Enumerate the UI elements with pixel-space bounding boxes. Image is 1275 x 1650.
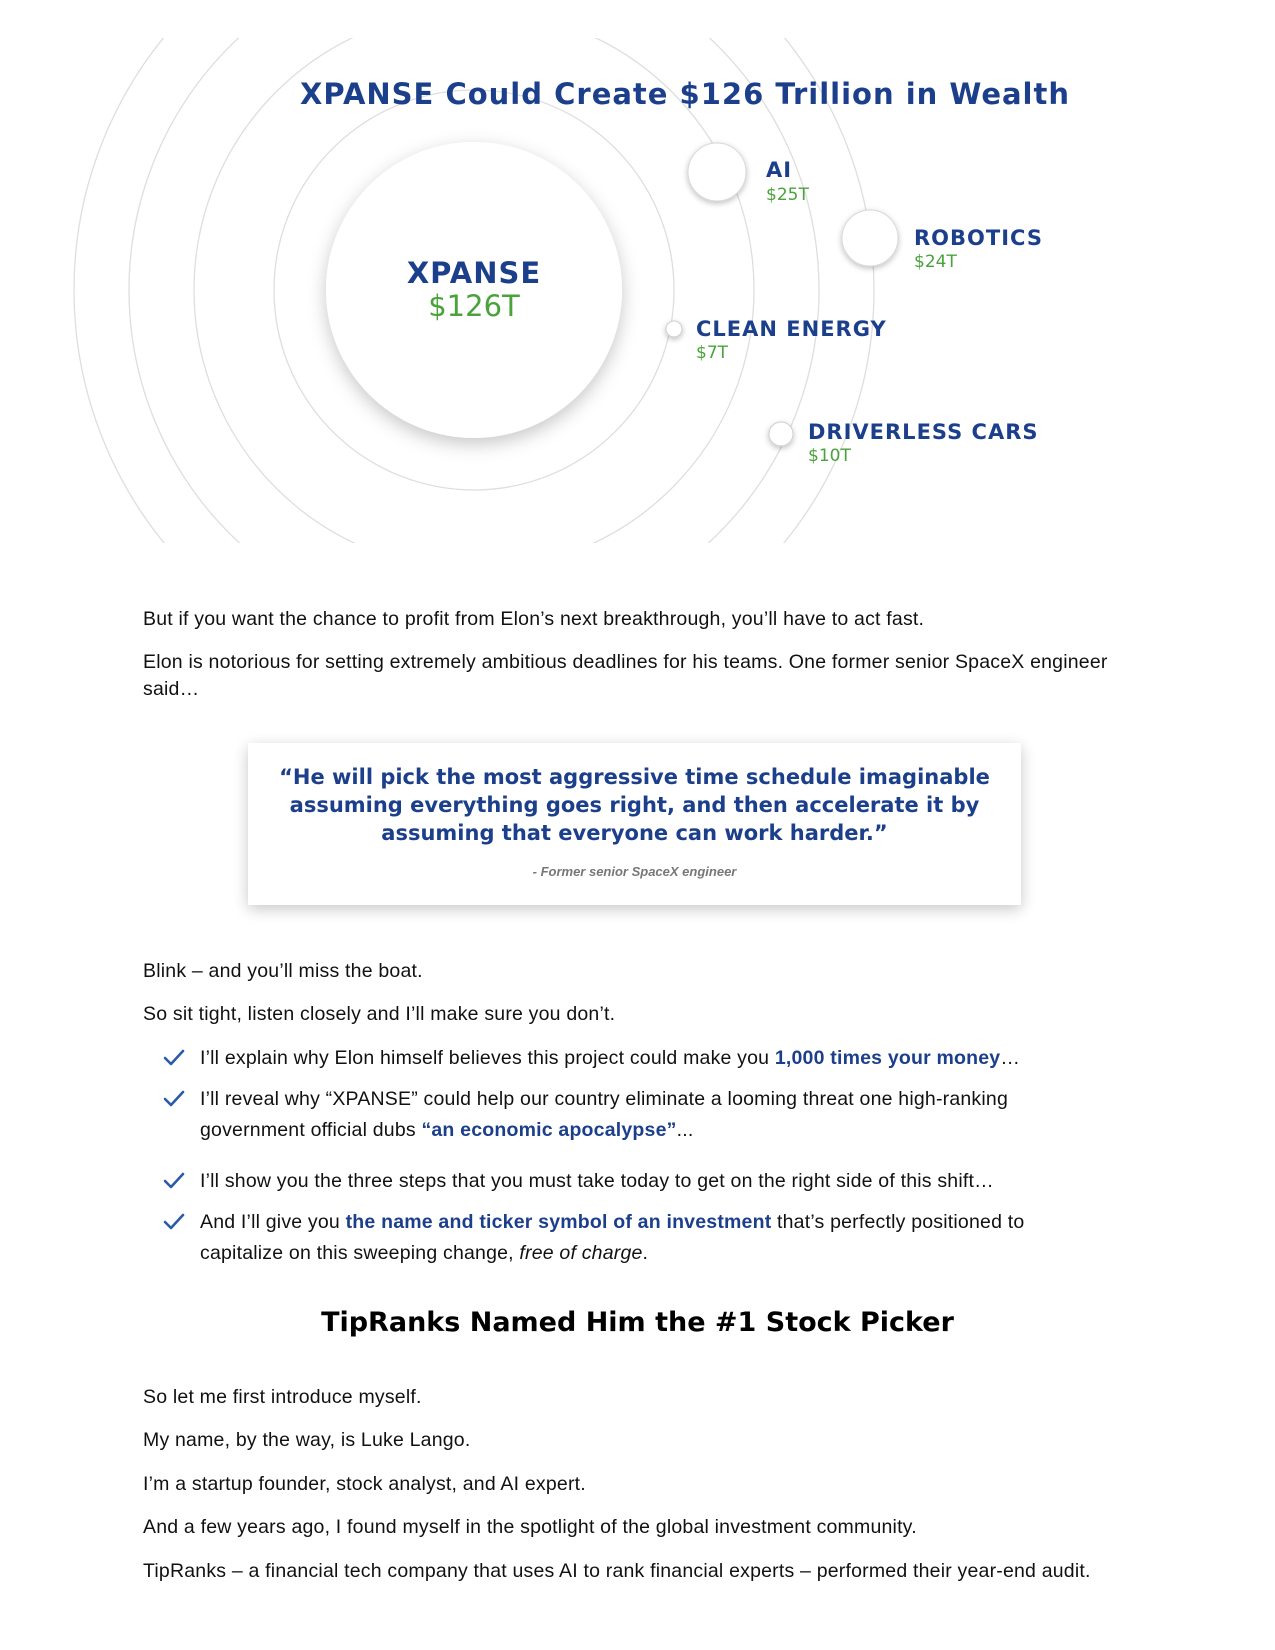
section-paragraph-2: My name, by the way, is Luke Lango. xyxy=(143,1429,471,1451)
after-quote-paragraph-1: Blink – and you’ll miss the boat. xyxy=(143,960,423,982)
section-paragraph-5: TipRanks – a financial tech company that uses AI to rank financial experts – performed their year-end audit. xyxy=(143,1560,1091,1582)
core-name: XPANSE xyxy=(406,256,542,290)
checklist-text xyxy=(200,1207,1090,1269)
quote-attribution: - Former senior SpaceX engineer xyxy=(532,864,737,879)
checkmark-icon xyxy=(163,1089,185,1109)
checklist-text-part: I’ll explain why Elon himself believes this project could make you xyxy=(200,1047,775,1069)
checklist-text-part: . xyxy=(642,1242,649,1264)
checklist-highlight: “an economic apocalypse” xyxy=(421,1119,677,1141)
planet-label-driverless-cars: DRIVERLESS CARS xyxy=(808,420,1039,444)
section-paragraph-4: And a few years ago, I found myself in the spotlight of the global investment community. xyxy=(143,1516,917,1538)
planet-label-ai: AI xyxy=(766,158,793,182)
checkmark-icon xyxy=(163,1171,185,1191)
xpanse-infographic xyxy=(0,0,1275,560)
intro-paragraph-1: But if you want the chance to profit from Elon’s next breakthrough, you’ll have to act fast. xyxy=(143,608,925,630)
planet-value-driverless-cars: $10T xyxy=(808,446,851,466)
checklist-text-part: I’ll show you the three steps that you must take today to get on the right side of this shift… xyxy=(200,1170,994,1192)
section-paragraph-3: I’m a startup founder, stock analyst, and AI expert. xyxy=(143,1473,586,1495)
checklist-text-part: And I’ll give you xyxy=(200,1211,346,1233)
section-paragraph-1: So let me first introduce myself. xyxy=(143,1386,422,1408)
checklist-text-part: ... xyxy=(676,1119,694,1141)
planet-ai xyxy=(688,143,746,201)
checklist-text-part: that’s perfectly positioned to capitalize on this sweeping change, xyxy=(200,1211,1025,1264)
core-value: $126T xyxy=(428,289,520,323)
checklist-text xyxy=(200,1043,1100,1074)
checklist-highlight: 1,000 times your money xyxy=(774,1047,1001,1069)
checklist-text-part: … xyxy=(1000,1047,1021,1069)
quote-text: “He will pick the most aggressive time schedule imaginable assuming everything goes right, and then accelerate it by assuming that everyone can work harder.” xyxy=(279,765,990,845)
planet-clean-energy xyxy=(666,321,682,337)
planet-value-robotics: $24T xyxy=(914,252,957,272)
planet-driverless-cars xyxy=(769,422,793,446)
quote-box xyxy=(248,743,1021,905)
planet-value-ai: $25T xyxy=(766,185,809,205)
checklist-italic: free of charge xyxy=(519,1242,643,1264)
checklist-text xyxy=(200,1166,1100,1197)
planet-label-clean-energy: CLEAN ENERGY xyxy=(696,317,887,341)
checklist-highlight: the name and ticker symbol of an investment xyxy=(345,1211,772,1233)
planet-robotics xyxy=(842,210,898,266)
intro-paragraph-2: Elon is notorious for setting extremely ambitious deadlines for his teams. One former senior SpaceX engineer said… xyxy=(143,651,1108,700)
checkmark-icon xyxy=(163,1212,185,1232)
planet-label-robotics: ROBOTICS xyxy=(914,226,1043,250)
planet-value-clean-energy: $7T xyxy=(696,343,729,363)
checkmark-icon xyxy=(163,1048,185,1068)
checklist-text xyxy=(200,1084,1090,1146)
infographic-title: XPANSE Could Create $126 Trillion in Wealth xyxy=(300,77,1071,111)
after-quote-paragraph-2: So sit tight, listen closely and I’ll make sure you don’t. xyxy=(143,1003,616,1025)
section-heading: TipRanks Named Him the #1 Stock Picker xyxy=(321,1307,954,1338)
checklist-text-part: I’ll reveal why “XPANSE” could help our country eliminate a looming threat one high-ranking government official dubs xyxy=(200,1088,1008,1141)
